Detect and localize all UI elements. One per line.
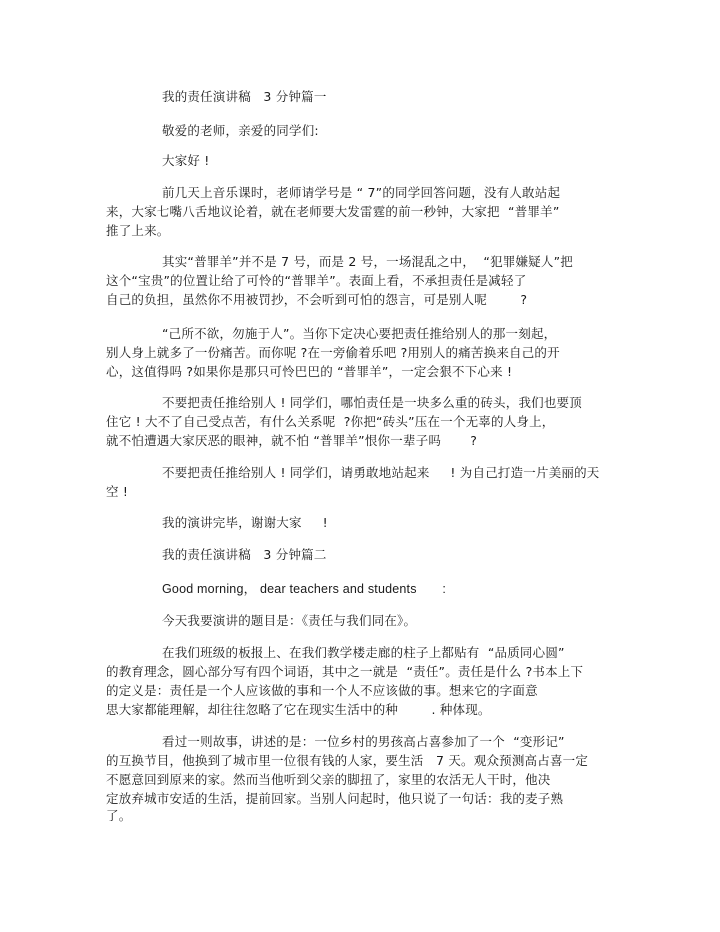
- paragraph-line: 空 !: [106, 484, 129, 499]
- paragraph-line: 思大家都能理解，却往往忽略了它在现实生活中的种 . 种体现。: [106, 702, 491, 717]
- paragraph-line: 住它 ! 大不了自己受点苦，有什么关系呢 ?你把“砖头”压在一个无辜的人身上，: [106, 414, 555, 429]
- paragraph-line: “己所不欲，勿施于人”。当你下定决心要把责任推给别人的那一刻起，: [162, 326, 557, 341]
- paragraph-line: 自己的负担，虽然你不用被罚抄，不会听到可怕的怨言，可是别人呢 ?: [106, 292, 528, 307]
- paragraph-line: 不要把责任推给别人 ! 同学们，请勇敢地站起来 ! 为自己打造一片美丽的天: [162, 465, 600, 480]
- paragraph-line: 推了上来。: [106, 223, 170, 238]
- paragraph-line: 不要把责任推给别人 ! 同学们，哪怕责任是一块多么重的砖头，我们也要顶: [162, 395, 582, 410]
- speech2-title: 我的责任演讲稿 3 分钟篇二: [162, 547, 327, 562]
- paragraph-line: 其实“普罪羊”并不是 7 号，而是 2 号，一场混乱之中， “犯罪嫌疑人”把: [162, 254, 573, 269]
- paragraph-line: 的教育理念，圆心部分写有四个词语，其中之一就是 “责任”。责任是什么 ?书本上下: [106, 664, 584, 679]
- paragraph-line: 心，这值得吗 ?如果你是那只可怜巴巴的 “普罪羊”，一定会狠不下心来 !: [106, 364, 513, 379]
- paragraph-line: 别人身上就多了一份痛苦。而你呢 ?在一旁偷着乐吧 ?用别人的痛苦换来自己的开: [106, 345, 560, 360]
- paragraph-line: 这个“宝贵”的位置让给了可怜的“普罪羊”。表面上看，不承担责任是减轻了: [106, 273, 527, 288]
- paragraph-line: 的互换节目，他换到了城市里一位很有钱的人家，要生活 7 天。观众预测高占喜一定: [106, 753, 589, 768]
- paragraph-line: 在我们班级的板报上、在我们教学楼走廊的柱子上都贴有 “品质同心圆”: [162, 645, 565, 660]
- paragraph-line: 看过一则故事，讲述的是：一位乡村的男孩高占喜参加了一个 “变形记”: [162, 734, 565, 749]
- speech1-hello: 大家好 !: [162, 153, 210, 168]
- paragraph-line: 前几天上音乐课时，老师请学号是 “ 7”的同学回答问题，没有人敢站起: [162, 185, 561, 200]
- paragraph-line: 的定义是：责任是一个人应该做的事和一个人不应该做的事。想来它的字面意: [106, 683, 538, 698]
- paragraph-line: 来，大家七嘴八舌地议论着，就在老师要大发雷霆的前一秒钟，大家把 “普罪羊”: [106, 204, 560, 219]
- speech2-topic: 今天我要演讲的题目是：《责任与我们同在》。: [162, 613, 417, 628]
- speech1-greeting: 敬爱的老师，亲爱的同学们:: [162, 123, 319, 138]
- paragraph-line: 就不怕遭遇大家厌恶的眼神，就不怕 “普罪羊”恨你一辈子吗 ?: [106, 433, 478, 448]
- paragraph-line: 定放弃城市安适的生活，提前回家。当别人问起时，他只说了一句话：我的麦子熟: [106, 791, 564, 806]
- paragraph-line: 了。: [106, 808, 132, 823]
- speech1-closing: 我的演讲完毕，谢谢大家 !: [162, 515, 328, 530]
- speech1-title: 我的责任演讲稿 3 分钟篇一: [162, 89, 327, 104]
- speech2-greeting: Good morning， dear teachers and students :: [162, 582, 447, 596]
- paragraph-line: 不愿意回到原来的家。然而当他听到父亲的脚扭了，家里的农活无人干时，他决: [106, 772, 551, 787]
